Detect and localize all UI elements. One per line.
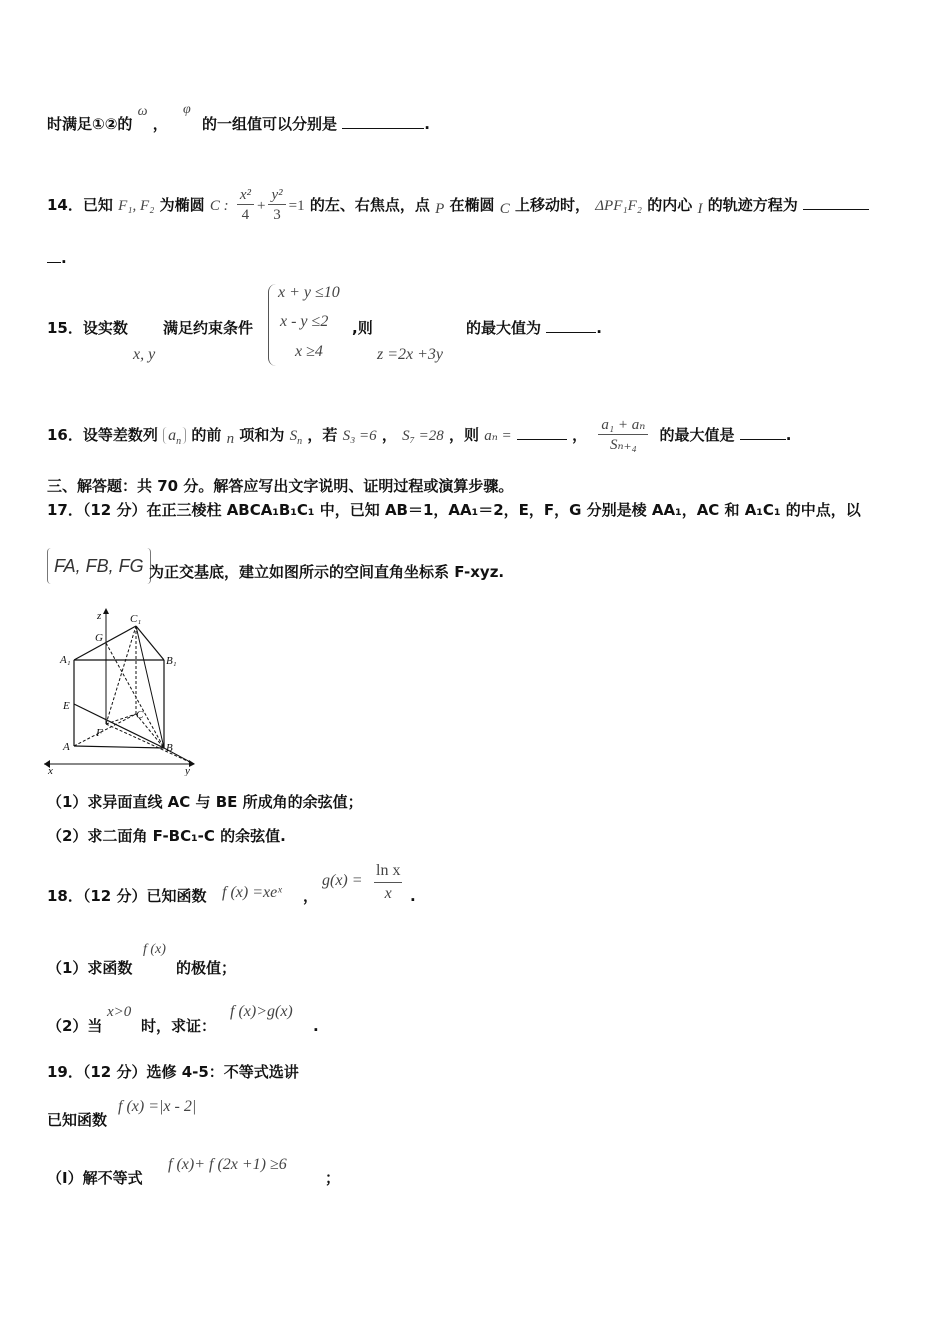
- text: 为椭圆: [159, 196, 205, 214]
- text: .: [424, 115, 430, 133]
- answer-blank[interactable]: [546, 318, 596, 333]
- answer-blank-1[interactable]: [517, 425, 567, 440]
- question-number: 14．已知: [47, 196, 113, 214]
- question-number: 15．设实数: [47, 319, 128, 337]
- semicolon: ；: [325, 1169, 341, 1187]
- text: 在椭圆: [449, 196, 495, 214]
- math-foci: F₁, F₂: [118, 198, 155, 214]
- y-axis-arrow: [189, 760, 195, 767]
- label-b1: B₁: [166, 655, 177, 667]
- prism-figure: [44, 606, 204, 780]
- omega-symbol: ω: [137, 104, 148, 119]
- phi-symbol: φ: [183, 102, 191, 117]
- fraction-x2-4: [237, 186, 254, 225]
- question-17-part1: （1）求异面直线 AC 与 BE 所成角的余弦值；: [47, 793, 363, 811]
- comma: ，: [303, 887, 319, 905]
- denominator: x: [384, 885, 392, 902]
- label-f: F: [96, 727, 103, 739]
- text: 的最大值为: [466, 319, 542, 337]
- inequality-f-g: f (x)>g(x): [230, 1003, 293, 1020]
- segment-gb: [106, 643, 164, 748]
- question-16: [47, 416, 792, 455]
- label-b: B: [166, 742, 173, 754]
- function-f-abs: f (x) =|x - 2|: [118, 1098, 197, 1115]
- constraint-brace: [268, 284, 277, 366]
- objective-z: z =2x +3y: [377, 346, 444, 363]
- math-c2: C: [499, 201, 510, 217]
- question-15-text: [163, 318, 253, 338]
- question-17-line2: 为正交基底，建立如图所示的空间直角坐标系 F-xyz.: [149, 563, 505, 581]
- text: ，: [152, 115, 168, 133]
- label-a1: A₁: [60, 654, 71, 666]
- label-a: A: [63, 741, 70, 753]
- label-z: z: [97, 610, 102, 622]
- numerator: x²: [237, 186, 254, 205]
- condition-x-positive: x>0: [107, 1004, 132, 1020]
- section-3-heading: 三、解答题：共 70 分。解答应写出文字说明、证明过程或演算步骤。: [47, 477, 514, 495]
- question-18-part1-a: （1）求函数: [47, 959, 133, 977]
- answer-blank[interactable]: [803, 195, 869, 210]
- edge-ab: [74, 746, 164, 748]
- label-c1: C₁: [130, 613, 142, 625]
- question-15-then: [352, 318, 373, 338]
- function-f: f (x) =xeˣ: [222, 884, 282, 901]
- question-17-line1: 17．（12 分）在正三棱柱 ABCA₁B₁C₁ 中，已知 AB＝1，AA₁＝2，E，F，G 分别是棱 AA₁，AC 和 A₁C₁ 的中点，以: [47, 501, 861, 519]
- math-sn: [289, 428, 303, 447]
- inequality-19: f (x)+ f (2x +1) ≥6: [168, 1156, 287, 1173]
- numerator: a₁ + aₙ: [598, 416, 648, 435]
- question-18-number: 18．（12 分）已知函数: [47, 887, 207, 905]
- question-14: [47, 186, 869, 225]
- plus: +: [257, 198, 266, 214]
- s: S: [289, 428, 298, 444]
- math-triangle: ΔPF₁F₂: [595, 198, 642, 214]
- text: 的最大值是: [659, 426, 735, 444]
- text: .: [61, 249, 67, 267]
- answer-blank-cont[interactable]: [47, 248, 61, 263]
- question-14-continued: [47, 248, 67, 268]
- period: .: [313, 1017, 319, 1035]
- fb-line: [106, 724, 194, 764]
- math-c: C :: [209, 198, 229, 214]
- question-15-number: [47, 318, 128, 338]
- denominator: Sₙ₊₄: [609, 437, 637, 453]
- math-i: I: [697, 201, 703, 217]
- text: ，若: [307, 426, 338, 444]
- constraint-2: x - y ≤2: [280, 313, 329, 330]
- label-c: C: [136, 709, 144, 721]
- question-19-part1: （Ⅰ）解不等式: [47, 1169, 143, 1187]
- math-xy: x, y: [133, 346, 156, 363]
- text: ,则: [352, 319, 373, 337]
- edge-c1b: [136, 626, 164, 748]
- sub-n: n: [176, 436, 182, 448]
- label-x: x: [48, 765, 53, 776]
- text: 的一组值可以分别是: [202, 115, 338, 133]
- question-18-part2-b: 时，求证：: [141, 1017, 217, 1035]
- segment-eb: [74, 704, 164, 748]
- question-17-part2: （2）求二面角 F-BC₁-C 的余弦值.: [47, 827, 286, 845]
- text: ，: [381, 426, 397, 444]
- question-19-heading: 19．（12 分）选修 4-5：不等式选讲: [47, 1063, 299, 1081]
- period: .: [410, 887, 416, 905]
- math-s3: S₃ =6: [342, 428, 377, 444]
- basis-vectors: FA, FB, FG: [47, 548, 151, 584]
- math-n: n: [226, 431, 235, 447]
- text: 的轨迹方程为: [707, 196, 798, 214]
- label-g: G: [95, 632, 103, 644]
- question-18-part2-a: （2）当: [47, 1017, 103, 1035]
- z-axis-arrow: [103, 608, 109, 614]
- label-y: y: [185, 765, 190, 776]
- fraction-y2-3: [268, 186, 285, 225]
- text: 的前: [191, 426, 222, 444]
- question-19-given: 已知函数: [47, 1111, 108, 1129]
- label-e: E: [63, 700, 70, 712]
- function-g-fraction: [374, 860, 402, 905]
- text: 满足约束条件: [163, 319, 254, 337]
- text: 的左、右焦点，点: [309, 196, 430, 214]
- constraint-1: x + y ≤10: [278, 284, 340, 301]
- segment-fc1: [106, 626, 136, 724]
- equals-one: =1: [288, 198, 305, 214]
- prism-diagram: [44, 606, 204, 776]
- text: 项和为: [239, 426, 285, 444]
- function-f-ref: f (x): [143, 942, 166, 957]
- answer-blank[interactable]: [342, 114, 424, 129]
- sub-n: n: [297, 436, 303, 447]
- math-s7: S₇ =28: [402, 428, 444, 444]
- answer-blank-2[interactable]: [740, 425, 786, 440]
- text: .: [785, 426, 792, 444]
- text: 上移动时，: [514, 196, 590, 214]
- a: a: [168, 427, 177, 444]
- text: ，: [572, 426, 588, 444]
- q13-tail-line: [47, 102, 430, 136]
- function-g-lhs: g(x) =: [322, 872, 363, 889]
- sequence-an: [163, 427, 186, 448]
- question-number: 16．设等差数列: [47, 426, 158, 444]
- text: 时满足①②的: [47, 115, 133, 133]
- text: .: [596, 319, 602, 337]
- text: ，则: [448, 426, 479, 444]
- question-15-tail: [466, 318, 602, 338]
- math-p: P: [435, 201, 445, 217]
- numerator: ln x: [374, 860, 402, 883]
- text: 的内心: [647, 196, 693, 214]
- math-an-eq: aₙ =: [484, 428, 512, 444]
- question-18-part1-b: 的极值；: [176, 959, 237, 977]
- denominator: 4: [241, 207, 250, 223]
- ratio-fraction: [598, 416, 648, 455]
- numerator: y²: [268, 186, 285, 205]
- denominator: 3: [273, 207, 281, 223]
- constraint-3: x ≥4: [295, 343, 323, 360]
